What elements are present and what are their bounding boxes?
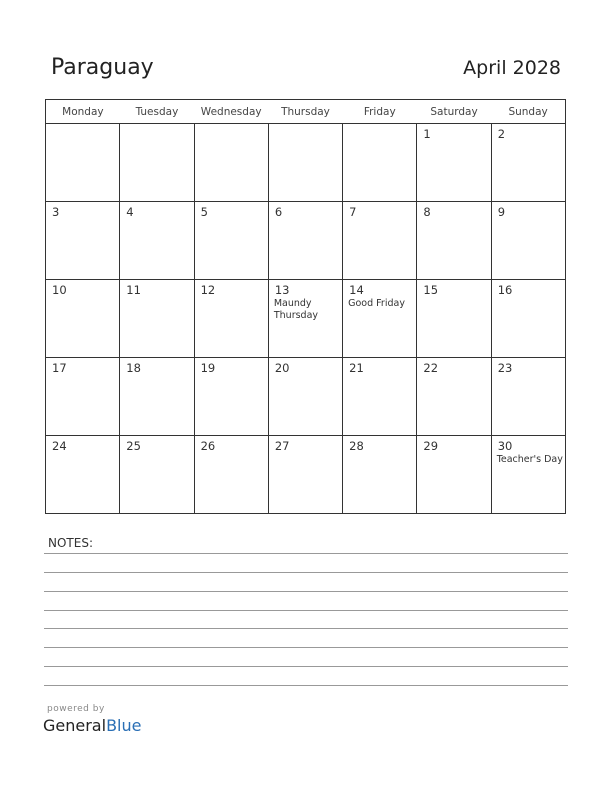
holiday-label: Teacher's Day	[496, 454, 563, 465]
day-number: 21	[349, 361, 364, 375]
calendar-day-cell	[268, 280, 342, 358]
day-number: 29	[423, 439, 439, 453]
day-number: 26	[200, 439, 216, 453]
day-number: 5	[200, 205, 208, 219]
day-number: 25	[126, 439, 141, 453]
calendar-week-row	[46, 358, 566, 436]
day-number: 8	[423, 205, 431, 219]
calendar-day-cell	[491, 358, 565, 436]
day-number: 20	[274, 361, 290, 375]
calendar-day-cell	[268, 202, 342, 280]
generalblue-logo	[43, 716, 141, 735]
calendar-day-cell	[120, 202, 194, 280]
calendar-day-cell	[120, 436, 194, 514]
day-number: 12	[200, 283, 216, 297]
logo-text-general: General	[43, 716, 107, 735]
note-line	[44, 628, 568, 629]
calendar-day-cell	[120, 358, 194, 436]
calendar-day-cell	[491, 436, 565, 514]
day-number: 11	[126, 283, 141, 297]
calendar-day-cell	[268, 436, 342, 514]
day-number: 7	[349, 205, 357, 219]
calendar-day-cell	[491, 124, 565, 202]
calendar-week-row	[46, 436, 566, 514]
powered-by-text: powered by	[47, 704, 105, 714]
calendar-day-cell	[194, 124, 268, 202]
note-line	[44, 591, 568, 592]
holiday-label: Good Friday	[348, 298, 405, 309]
calendar-day-cell	[491, 280, 565, 358]
day-number	[120, 124, 193, 127]
calendar-day-cell	[120, 280, 194, 358]
note-line	[44, 666, 568, 667]
calendar-day-cell	[417, 202, 491, 280]
day-number: 2	[497, 127, 506, 141]
calendar-day-cell	[343, 436, 417, 514]
note-line	[44, 572, 568, 573]
day-number	[343, 124, 416, 127]
day-number: 10	[52, 283, 67, 297]
weekday-header: Sunday	[491, 100, 565, 124]
calendar-day-cell	[46, 358, 120, 436]
calendar-day-cell	[417, 358, 491, 436]
calendar-day-cell	[120, 124, 194, 202]
calendar-week-row	[46, 202, 566, 280]
note-line	[44, 553, 568, 554]
weekday-header-row	[46, 100, 566, 124]
note-line	[44, 685, 568, 686]
day-number: 1	[423, 127, 431, 141]
calendar-day-cell	[417, 124, 491, 202]
calendar-day-cell	[46, 124, 120, 202]
calendar-day-cell	[194, 280, 268, 358]
calendar-day-cell	[343, 202, 417, 280]
day-number: 24	[52, 439, 67, 453]
day-number: 6	[274, 205, 283, 219]
day-number: 16	[497, 283, 513, 297]
calendar-day-cell	[46, 280, 120, 358]
calendar-month-title: April 2028	[463, 57, 561, 79]
day-number: 14	[349, 283, 364, 297]
day-number: 22	[423, 361, 439, 375]
calendar-day-cell	[268, 358, 342, 436]
calendar-grid	[45, 99, 566, 514]
day-number	[269, 124, 342, 127]
calendar-day-cell	[417, 436, 491, 514]
weekday-header: Tuesday	[120, 100, 194, 124]
day-number	[46, 124, 119, 127]
weekday-header: Monday	[46, 100, 120, 124]
logo-text-blue: Blue	[106, 716, 142, 735]
day-number: 30	[497, 439, 513, 453]
holiday-label: Maundy Thursday	[273, 298, 319, 321]
weekday-header: Thursday	[268, 100, 342, 124]
day-number: 17	[52, 361, 67, 375]
calendar-week-row	[46, 124, 566, 202]
weekday-header: Friday	[343, 100, 417, 124]
weekday-header: Wednesday	[194, 100, 268, 124]
day-number: 27	[274, 439, 290, 453]
calendar-day-cell	[194, 202, 268, 280]
calendar-country-title: Paraguay	[51, 55, 154, 80]
calendar-day-cell	[343, 124, 417, 202]
day-number: 19	[200, 361, 216, 375]
calendar-body	[46, 124, 566, 514]
calendar-day-cell	[343, 358, 417, 436]
calendar-day-cell	[417, 280, 491, 358]
day-number: 23	[497, 361, 513, 375]
note-line	[44, 610, 568, 611]
calendar-day-cell	[268, 124, 342, 202]
weekday-header: Saturday	[417, 100, 491, 124]
day-number: 3	[52, 205, 60, 219]
day-number	[195, 124, 268, 127]
note-line	[44, 647, 568, 648]
calendar-day-cell	[194, 358, 268, 436]
day-number: 28	[349, 439, 364, 453]
day-number: 13	[274, 283, 290, 297]
day-number: 18	[126, 361, 141, 375]
calendar-day-cell	[46, 436, 120, 514]
day-number: 4	[126, 205, 134, 219]
calendar-day-cell	[491, 202, 565, 280]
calendar-day-cell	[194, 436, 268, 514]
calendar-day-cell	[46, 202, 120, 280]
day-number: 9	[497, 205, 506, 219]
day-number: 15	[423, 283, 439, 297]
calendar-week-row	[46, 280, 566, 358]
calendar-day-cell	[343, 280, 417, 358]
notes-label: NOTES:	[48, 536, 93, 550]
